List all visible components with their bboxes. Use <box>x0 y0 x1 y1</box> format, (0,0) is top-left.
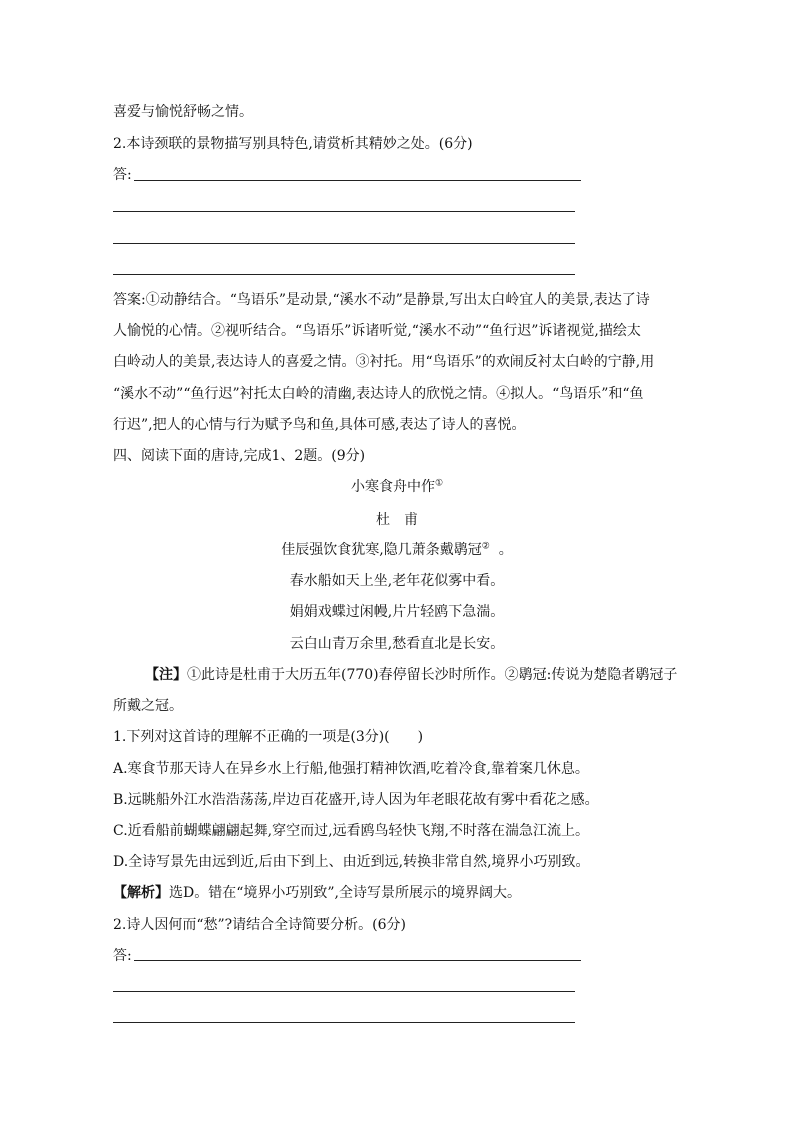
note-tag: 【注】 <box>145 667 187 683</box>
poem-title: 小寒食舟中作① <box>350 478 444 495</box>
poem-line: 娟娟戏蝶过闲幔,片片轻鸥下急湍。 <box>289 604 505 620</box>
answer-label-2: 答: <box>113 948 132 964</box>
poem-line: 佳辰强饮食犹寒,隐几萧条戴鹖冠② 。 <box>281 541 513 558</box>
question-2: 2.本诗颈联的景物描写别具特色,请赏析其精妙之处。(6分) <box>113 136 473 152</box>
answer-text: 行迟”,把人的心情与行为赋予鸟和鱼,具体可感,表达了诗人的喜悦。 <box>113 417 526 433</box>
answer-text: 答案:①动静结合。“鸟语乐”是动景,“溪水不动”是静景,写出太白岭宜人的美景,表达了诗 <box>113 292 650 308</box>
footnote-mark: ② <box>481 541 490 552</box>
answer-continuation: 喜爱与愉悦舒畅之情。 <box>113 104 253 120</box>
footnote-mark: ① <box>434 478 444 489</box>
question-2b: 2.诗人因何而“愁”?请结合全诗简要分析。(6分) <box>113 917 407 933</box>
question-1: 1.下列对这首诗的理解不正确的一项是(3分)( ) <box>113 729 424 745</box>
answer-label-1: 答: <box>113 167 132 183</box>
option-c: C.近看船前蝴蝶翩翩起舞,穿空而过,远看鸥鸟轻快飞翔,不时落在湍急江流上。 <box>113 823 590 839</box>
annotation-continued: 所戴之冠。 <box>113 698 183 714</box>
answer-text: 人愉悦的心情。②视听结合。“鸟语乐”诉诸听觉,“溪水不动”“鱼行迟”诉诸视觉,描绘太 <box>113 323 641 339</box>
answer-blank-line[interactable] <box>113 211 575 212</box>
answer-blank-line[interactable] <box>113 243 575 244</box>
answer-blank-line[interactable] <box>113 991 575 992</box>
annotation: 【注】①此诗是杜甫于大历五年(770)春停留长沙时所作。②鹖冠:传说为楚隐者鹖冠子 <box>145 667 678 683</box>
option-d: D.全诗写景先由远到近,后由下到上、由近到远,转换非常自然,境界小巧别致。 <box>113 854 590 870</box>
answer-text: 白岭动人的美景,表达诗人的喜爱之情。③衬托。用“鸟语乐”的欢闹反衬太白岭的宁静,用 <box>113 354 655 370</box>
analysis-tag: 【解析】 <box>113 885 169 901</box>
analysis: 【解析】选D。错在“境界小巧别致”,全诗写景所展示的境界阔大。 <box>113 885 521 901</box>
option-a: A.寒食节那天诗人在异乡水上行船,他强打精神饮酒,吃着冷食,靠着案几休息。 <box>113 761 589 777</box>
poem-line: 春水船如天上坐,老年花似雾中看。 <box>289 573 505 589</box>
answer-text: “溪水不动”“鱼行迟”衬托太白岭的清幽,表达诗人的欣悦之情。④拟人。“鸟语乐”和“鱼 <box>113 386 644 402</box>
option-b: B.远眺船外江水浩浩荡荡,岸边百花盛开,诗人因为年老眼花故有雾中看花之感。 <box>113 792 599 808</box>
poem-line: 云白山青万余里,愁看直北是长安。 <box>289 636 505 652</box>
answer-blank-line[interactable] <box>113 1022 575 1023</box>
poem-author: 杜 甫 <box>376 512 418 528</box>
section-heading: 四、阅读下面的唐诗,完成1、2题。(9分) <box>113 448 366 464</box>
answer-blank-line[interactable] <box>134 960 581 961</box>
answer-blank-line[interactable] <box>113 274 575 275</box>
answer-blank-line[interactable] <box>134 180 581 181</box>
